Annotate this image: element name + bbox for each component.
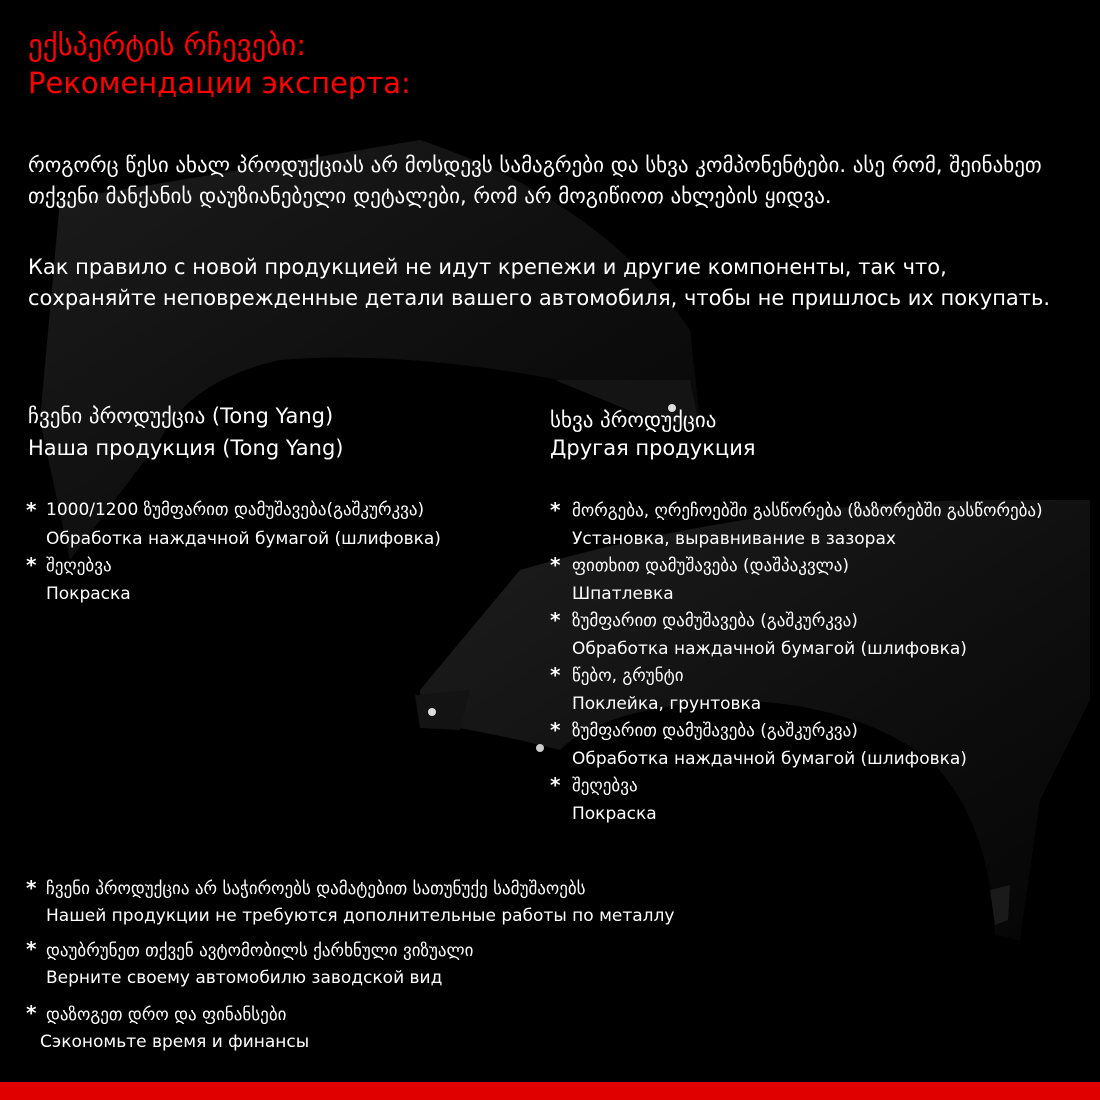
bullet-star: * [550,663,561,687]
benefit-3-ru: Сэкономьте время и финансы [40,1032,310,1052]
intro-russian: Как правило с новой продукцией не идут крепежи и другие компоненты, так что, сохраняйте неповрежденные детали вашего автомобиля, чтобы не пришлось их покупать. [28,255,1051,310]
other-item-5-ru: Обработка наждачной бумагой (шлифовка) [572,749,967,769]
bullet-star: * [26,937,37,961]
other-item-3-ru: Обработка наждачной бумагой (шлифовка) [572,639,967,659]
bullet-star: * [550,553,561,577]
other-product-heading-ru: Другая продукция [550,436,756,460]
benefit-2-ru: Верните своему автомобилю заводской вид [46,968,443,988]
benefit-1-ka: ჩვენი პროდუქცია არ საჭიროებს დამატებით სათუნუქე სამუშაოებს [46,879,586,899]
other-item-6-ru: Покраска [572,804,657,824]
our-item-1-ru: Обработка наждачной бумагой (шлифовка) [46,529,441,549]
bullet-star: * [26,876,37,900]
other-item-2-ka: ფითხით დამუშავება (დაშპაკვლა) [572,556,850,576]
other-item-1-ka: მორგება, ღრეჩოებში გასწორება (ზაზორებში გასწორება) [572,501,1043,521]
bullet-star: * [550,498,561,522]
other-item-4-ru: Поклейка, грунтовка [572,694,762,714]
other-item-2-ru: Шпатлевка [572,584,674,604]
benefit-3-ka: დაზოგეთ დრო და ფინანსები [46,1005,287,1025]
our-item-1-ka: 1000/1200 ზუმფარით დამუშავება(გაშკურკვა) [46,500,425,520]
bullet-star: * [26,1001,37,1025]
benefit-2-ka: დაუბრუნეთ თქვენ ავტომობილს ქარხნული ვიზუალი [46,941,474,961]
intro-georgian: როგორც წესი ახალ პროდუქციას არ მოსდევს სამაგრები და სხვა კომპონენტები. ასე რომ, შეინახეთ თქვენი მანქანის დაუზიანებელი დეტალები, რომ არ მოგიწიოთ ახლების ყიდვა. [28,153,1042,208]
other-item-6-ka: შეღებვა [572,776,638,796]
bullet-star: * [550,608,561,632]
other-item-1-ru: Установка, выравнивание в зазорах [572,529,896,549]
bottom-red-bar [0,1082,1100,1100]
benefit-1-ru: Нашей продукции не требуются дополнительные работы по металлу [46,906,675,926]
our-product-heading-ru: Наша продукция (Tong Yang) [28,436,344,460]
other-item-5-ka: ზუმფარით დამუშავება (გაშკურკვა) [572,721,858,741]
other-item-3-ka: ზუმფარით დამუშავება (გაშკურკვა) [572,611,858,631]
our-item-2-ru: Покраска [46,584,131,604]
bullet-star: * [550,718,561,742]
our-item-2-ka: შეღებვა [46,556,112,576]
bullet-star: * [550,773,561,797]
bullet-star: * [26,498,37,522]
other-product-heading-ka: სხვა პროდუქცია [550,408,717,432]
bullet-star: * [26,553,37,577]
other-item-4-ka: წებო, გრუნტი [572,666,684,686]
title-georgian: ექსპერტის რჩევები: [28,28,306,62]
title-russian: Рекомендации эксперта: [28,66,411,100]
our-product-heading-ka: ჩვენი პროდუქცია (Tong Yang) [28,404,334,428]
